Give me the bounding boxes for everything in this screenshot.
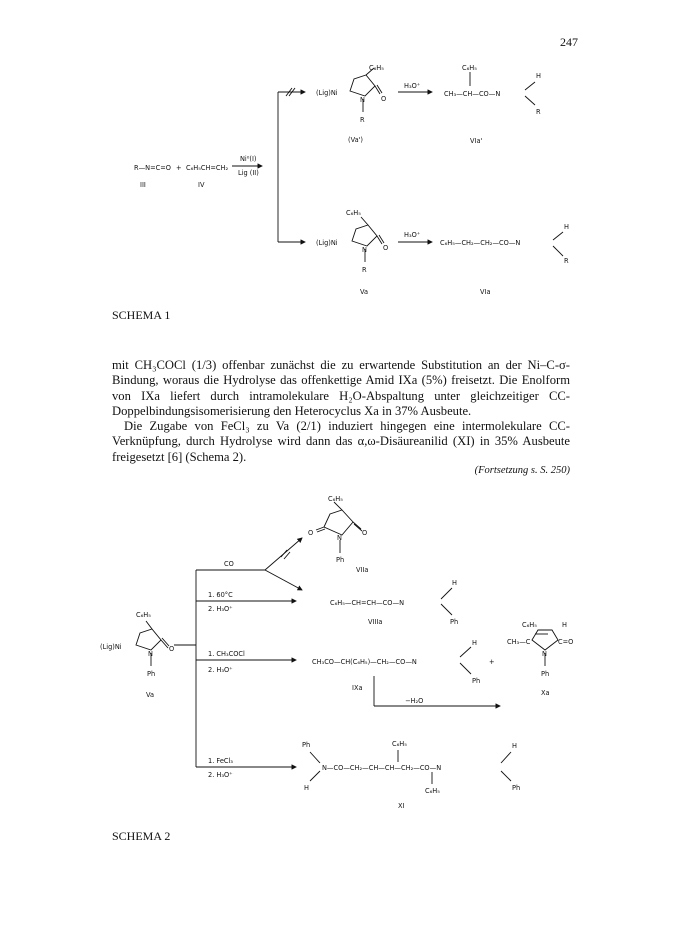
compound-va: Va: [360, 288, 369, 296]
lower-r: R: [362, 266, 367, 274]
xi-h-left: H: [304, 784, 309, 792]
minus-water: −H₂O: [405, 697, 424, 705]
lower-n: N: [362, 246, 367, 254]
upper-o: O: [381, 95, 387, 103]
va-n: N: [148, 650, 153, 658]
viia-o-right: O: [362, 529, 368, 537]
xi-h-right: H: [512, 742, 517, 750]
scheme-2-caption: SCHEMA 2: [112, 829, 171, 843]
product-via: C₆H₅—CH₂—CH₂—CO—N: [440, 239, 521, 247]
product-via-prime-r: R: [536, 108, 541, 116]
heat-step-2: 2. H₃O⁺: [208, 605, 233, 613]
reactant-isocyanate: R—N=C=O: [134, 164, 171, 172]
viiia-h: H: [452, 579, 457, 587]
reagent-co: CO: [224, 560, 234, 568]
ixa-product: CH₃CO—CH(C₆H₅)—CH₂—CO—N: [312, 658, 417, 666]
heat-step-1: 1. 60°C: [208, 591, 233, 599]
lower-o: O: [383, 244, 389, 252]
label-iii: III: [140, 181, 146, 189]
lower-h3o: H₃O⁺: [404, 231, 421, 239]
ixa-h: H: [472, 639, 477, 647]
viia-ph: Ph: [336, 556, 345, 564]
upper-n: N: [360, 96, 365, 104]
xa-ph: Ph: [541, 670, 550, 678]
scheme-1: [232, 68, 563, 262]
xi-c6h5-bottom: C₆H₅: [425, 787, 440, 795]
xa-co: C=O: [558, 638, 574, 646]
label-xa: Xa: [541, 689, 550, 697]
product-via-prime-h: H: [536, 72, 541, 80]
paragraph-1: mit CH₃COCl (1/3) offenbar zunächst die zu erwartende Substitution an der Ni–C-σ-Bindung, woraus die Hydrolyse das offenkettige Amid IXa (5%) freisetzt. Die Enolform von IXa liefert durch intramolekulare H₂O-Abspaltung unter gleichzeitiger CC-Doppelbindungsisomerisierung den Heterocyclus Xa in 37% Ausbeute.: [112, 358, 570, 418]
product-via-prime: CH₃—CH—CO—N: [444, 90, 501, 98]
va-c6h5: C₆H₅: [136, 611, 151, 619]
ixa-ph: Ph: [472, 677, 481, 685]
viia-n: N: [337, 534, 342, 542]
viiia-product: C₆H₅—CH=CH—CO—N: [330, 599, 405, 607]
fecl3-step-2: 2. H₃O⁺: [208, 771, 233, 779]
va-o: O: [169, 645, 175, 653]
scheme-1-caption: SCHEMA 1: [112, 308, 171, 322]
compound-va-prime: (Va'): [348, 136, 363, 144]
body-text: [112, 358, 570, 465]
xa-n: N: [542, 650, 547, 658]
upper-lig-ni: (Lig)Ni: [316, 89, 338, 97]
reagent-ni: Ni⁰(I): [240, 155, 257, 163]
scheme-1-labels: [134, 64, 569, 296]
upper-r: R: [360, 116, 365, 124]
product-via-prime-c6h5: C₆H₅: [462, 64, 477, 72]
xa-ch3c: CH₃—C: [507, 638, 531, 646]
fecl3-step-1: 1. FeCl₃: [208, 757, 233, 765]
upper-c6h5: C₆H₅: [369, 64, 384, 72]
viia-o-left: O: [308, 529, 314, 537]
reactant-styrene: C₆H₅CH=CH₂: [186, 164, 229, 172]
xi-chain: N—CO—CH₂—CH—CH—CH₂—CO—N: [322, 764, 442, 772]
va-ph: Ph: [147, 670, 156, 678]
label-via: VIa: [480, 288, 491, 296]
xa-h: H: [562, 621, 567, 629]
label-viiia: VIIIa: [368, 618, 383, 626]
label-viia: VIIa: [356, 566, 369, 574]
acyl-step-2: 2. H₃O⁺: [208, 666, 233, 674]
product-via-r: R: [564, 257, 569, 265]
reagent-lig: Lig (II): [238, 169, 259, 177]
upper-h3o: H₃O⁺: [404, 82, 421, 90]
va-lig-ni: (Lig)Ni: [100, 643, 122, 651]
viia-c6h5: C₆H₅: [328, 495, 343, 503]
xa-c6h5: C₆H₅: [522, 621, 537, 629]
product-via-h: H: [564, 223, 569, 231]
label-iv: IV: [198, 181, 205, 189]
label-xi: XI: [398, 802, 405, 810]
page-number: 247: [560, 35, 578, 49]
xi-ph-right: Ph: [512, 784, 521, 792]
scheme-2-labels: [100, 495, 573, 810]
lower-c6h5: C₆H₅: [346, 209, 361, 217]
label-via-prime: VIa': [470, 137, 483, 145]
viiia-ph: Ph: [450, 618, 459, 626]
scheme-2: [136, 502, 558, 784]
acyl-step-1: 1. CH₃COCl: [208, 650, 245, 658]
plus-sign-2: +: [489, 658, 495, 666]
continuation-note: (Fortsetzung s. S. 250): [474, 465, 570, 476]
xi-ph-left: Ph: [302, 741, 311, 749]
label-va: Va: [146, 691, 155, 699]
paragraph-2: Die Zugabe von FeCl₃ zu Va (2/1) induziert hingegen eine intermolekulare CC-Verknüpfung, durch Hydrolyse wird dann das α,ω-Disäureanilid (XI) in 35% Ausbeute freigesetzt [6] (Schema 2).: [112, 419, 570, 464]
xi-c6h5-top: C₆H₅: [392, 740, 407, 748]
label-ixa: IXa: [352, 684, 363, 692]
plus-sign: +: [176, 164, 182, 172]
lower-lig-ni: (Lig)Ni: [316, 239, 338, 247]
